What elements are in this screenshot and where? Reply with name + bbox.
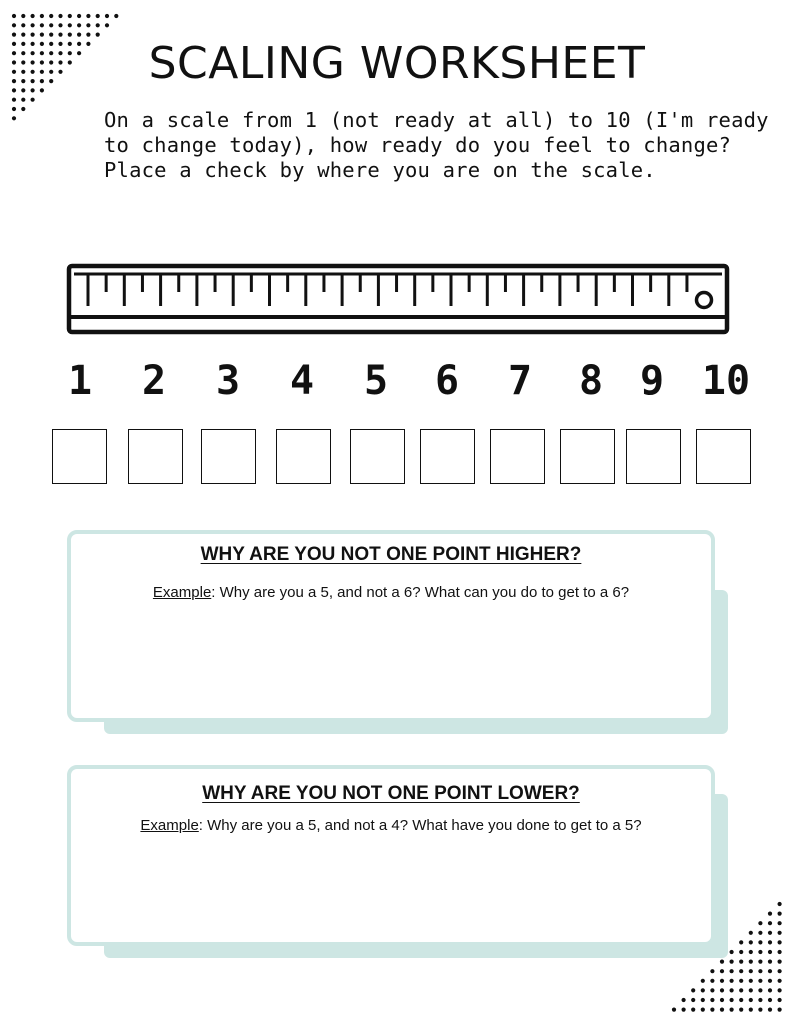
scale-number-9: 9 xyxy=(639,358,665,404)
dot xyxy=(710,979,714,983)
dot xyxy=(768,1008,772,1012)
dot xyxy=(768,988,772,992)
dot xyxy=(710,969,714,973)
dot xyxy=(758,988,762,992)
dot xyxy=(768,960,772,964)
dot xyxy=(49,14,53,18)
dot xyxy=(710,988,714,992)
dot xyxy=(58,14,62,18)
dot xyxy=(691,988,695,992)
example-label: Example xyxy=(152,584,212,601)
dot xyxy=(672,1008,676,1012)
dot xyxy=(778,988,782,992)
instructions-text: On a scale from 1 (not ready at all) to 10 (I'm ready to change today), how ready do you feel to change? Place a check by where you are on the scale. xyxy=(104,108,769,182)
dot xyxy=(12,107,16,111)
dot xyxy=(768,979,772,983)
dot xyxy=(31,33,35,37)
scale-number-7: 7 xyxy=(507,358,533,404)
dot xyxy=(710,998,714,1002)
dot xyxy=(768,950,772,954)
dot xyxy=(720,998,724,1002)
dot xyxy=(778,902,782,906)
dot xyxy=(40,23,44,27)
page-title: SCALING WORKSHEET xyxy=(148,38,646,89)
checkbox-4[interactable] xyxy=(276,429,331,484)
dot xyxy=(778,912,782,916)
dot xyxy=(778,998,782,1002)
dot xyxy=(768,969,772,973)
dot xyxy=(749,998,753,1002)
example-text: : Why are you a 5, and not a 4? What have you done to get to a 5? xyxy=(198,817,642,834)
dot xyxy=(778,921,782,925)
dot xyxy=(730,979,734,983)
dot xyxy=(768,912,772,916)
dot xyxy=(31,98,35,102)
dot xyxy=(710,1008,714,1012)
dot xyxy=(778,969,782,973)
dot xyxy=(778,1008,782,1012)
why-not-lower-card[interactable] xyxy=(67,765,715,946)
dot xyxy=(778,931,782,935)
dot xyxy=(778,940,782,944)
dot xyxy=(96,14,100,18)
dot xyxy=(730,1008,734,1012)
dot xyxy=(114,14,118,18)
why-not-higher-example xyxy=(71,584,711,601)
dot xyxy=(96,23,100,27)
dot xyxy=(21,14,25,18)
dot xyxy=(739,969,743,973)
dot xyxy=(778,960,782,964)
dot xyxy=(758,940,762,944)
scale-number-6: 6 xyxy=(434,358,460,404)
dot xyxy=(21,23,25,27)
dot xyxy=(730,950,734,954)
why-not-lower-title: WHY ARE YOU NOT ONE POINT LOWER? xyxy=(202,783,580,804)
dot xyxy=(768,998,772,1002)
dot xyxy=(749,988,753,992)
why-not-higher-title: WHY ARE YOU NOT ONE POINT HIGHER? xyxy=(200,544,582,565)
dot xyxy=(12,23,16,27)
dot xyxy=(739,988,743,992)
dot xyxy=(749,960,753,964)
dot xyxy=(40,14,44,18)
dot xyxy=(105,14,109,18)
dot xyxy=(86,23,90,27)
dot xyxy=(758,950,762,954)
dot xyxy=(739,940,743,944)
dot xyxy=(778,950,782,954)
dot xyxy=(21,107,25,111)
dot xyxy=(68,33,72,37)
dot xyxy=(68,23,72,27)
dot xyxy=(720,1008,724,1012)
checkbox-10[interactable] xyxy=(696,429,751,484)
dot xyxy=(749,931,753,935)
dot xyxy=(768,931,772,935)
dot xyxy=(749,979,753,983)
dot xyxy=(12,98,16,102)
dot xyxy=(77,33,81,37)
dot xyxy=(58,23,62,27)
dot xyxy=(68,14,72,18)
dot xyxy=(730,998,734,1002)
scale-number-1: 1 xyxy=(67,358,93,404)
dot xyxy=(758,1008,762,1012)
dot xyxy=(86,14,90,18)
checkbox-9[interactable] xyxy=(626,429,681,484)
dot xyxy=(720,988,724,992)
dot xyxy=(40,33,44,37)
dot xyxy=(49,33,53,37)
dot xyxy=(778,979,782,983)
dot xyxy=(21,98,25,102)
dot xyxy=(720,969,724,973)
dot xyxy=(730,988,734,992)
dot xyxy=(739,960,743,964)
dot xyxy=(739,1008,743,1012)
example-label: Example xyxy=(140,817,199,834)
dot xyxy=(720,960,724,964)
dot xyxy=(739,979,743,983)
dot xyxy=(96,33,100,37)
dot xyxy=(768,940,772,944)
scale-number-10: 10 xyxy=(701,358,751,404)
scale-number-5: 5 xyxy=(363,358,389,404)
dot xyxy=(701,1008,705,1012)
dot xyxy=(768,921,772,925)
dot xyxy=(758,960,762,964)
checkbox-8[interactable] xyxy=(560,429,615,484)
checkbox-7[interactable] xyxy=(490,429,545,484)
checkbox-3[interactable] xyxy=(201,429,256,484)
dot xyxy=(12,116,16,120)
dot xyxy=(12,14,16,18)
dot xyxy=(758,998,762,1002)
checkbox-5[interactable] xyxy=(350,429,405,484)
scale-number-4: 4 xyxy=(289,358,315,404)
dot xyxy=(739,950,743,954)
dot xyxy=(691,1008,695,1012)
checkbox-2[interactable] xyxy=(128,429,183,484)
dot xyxy=(758,969,762,973)
dot xyxy=(739,998,743,1002)
dot xyxy=(31,23,35,27)
dot xyxy=(31,14,35,18)
dot xyxy=(720,979,724,983)
scale-number-3: 3 xyxy=(215,358,241,404)
dot xyxy=(758,931,762,935)
dot xyxy=(749,940,753,944)
dot xyxy=(77,23,81,27)
scale-number-8: 8 xyxy=(578,358,604,404)
dot xyxy=(749,950,753,954)
checkbox-6[interactable] xyxy=(420,429,475,484)
ruler-icon xyxy=(66,262,732,342)
dot xyxy=(21,33,25,37)
why-not-higher-card[interactable] xyxy=(67,530,715,722)
example-text: : Why are you a 5, and not a 6? What can you do to get to a 6? xyxy=(211,584,630,601)
dot xyxy=(730,960,734,964)
dot xyxy=(77,14,81,18)
dot xyxy=(758,921,762,925)
dot xyxy=(682,1008,686,1012)
dot xyxy=(58,33,62,37)
dot xyxy=(682,998,686,1002)
why-not-lower-example xyxy=(71,817,711,834)
checkbox-1[interactable] xyxy=(52,429,107,484)
dot xyxy=(749,969,753,973)
dot xyxy=(691,998,695,1002)
dot xyxy=(749,1008,753,1012)
dot xyxy=(12,33,16,37)
dot xyxy=(730,969,734,973)
dot xyxy=(701,979,705,983)
dot xyxy=(105,23,109,27)
dot xyxy=(49,23,53,27)
scale-number-2: 2 xyxy=(141,358,167,404)
dot xyxy=(701,998,705,1002)
dot xyxy=(701,988,705,992)
dot xyxy=(758,979,762,983)
dot xyxy=(86,33,90,37)
